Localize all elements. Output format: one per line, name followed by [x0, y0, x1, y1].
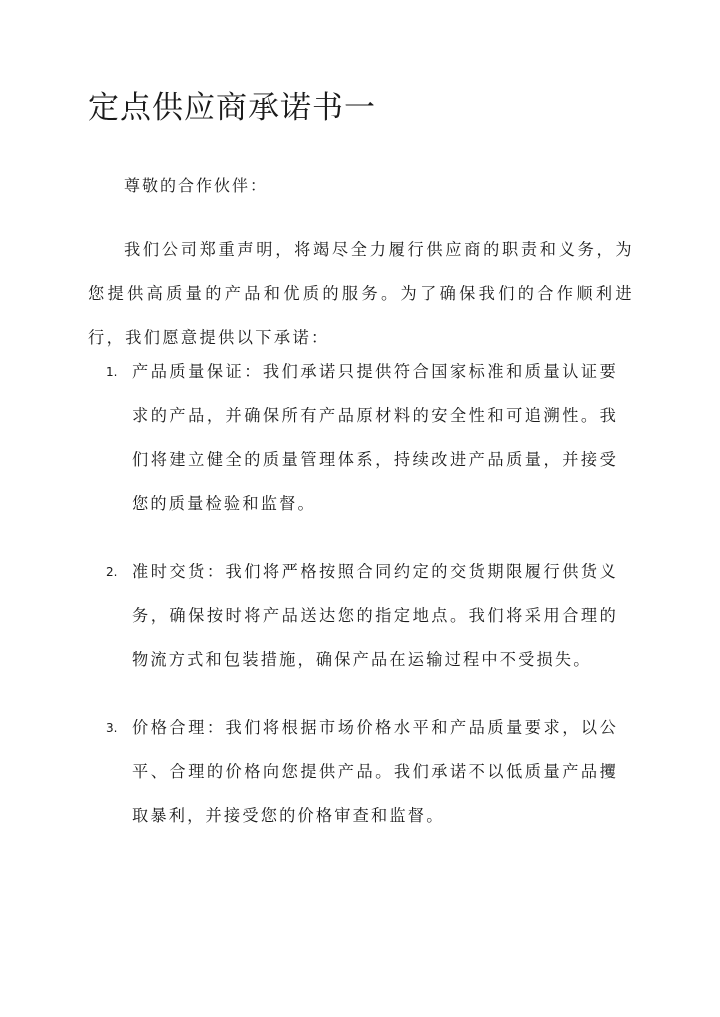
list-item-number: 1. — [106, 365, 118, 379]
intro-paragraph: 我们公司郑重声明，将竭尽全力履行供应商的职责和义务，为您提供高质量的产品和优质的服务。为了确保我们的合作顺利进行，我们愿意提供以下承诺： — [88, 240, 634, 347]
list-item-text: 价格合理：我们将根据市场价格水平和产品质量要求，以公平、合理的价格向您提供产品。我们承诺不以低质量产品攫取暴利，并接受您的价格审查和监督。 — [132, 718, 618, 825]
document-title: 定点供应商承诺书一 — [88, 90, 376, 126]
commitment-list — [0, 364, 720, 876]
list-item — [0, 364, 720, 540]
list-item-text: 准时交货：我们将严格按照合同约定的交货期限履行供货义务，确保按时将产品送达您的指定地点。我们将采用合理的物流方式和包装措施，确保产品在运输过程中不受损失。 — [132, 562, 618, 669]
list-item-number: 2. — [106, 565, 118, 579]
list-item-number: 3. — [106, 721, 118, 735]
salutation: 尊敬的合作伙伴： — [124, 176, 269, 195]
list-item — [0, 564, 720, 696]
list-item-text: 产品质量保证：我们承诺只提供符合国家标准和质量认证要求的产品，并确保所有产品原材料的安全性和可追溯性。我们将建立健全的质量管理体系，持续改进产品质量，并接受您的质量检验和监督。 — [132, 362, 618, 513]
list-item — [0, 720, 720, 852]
